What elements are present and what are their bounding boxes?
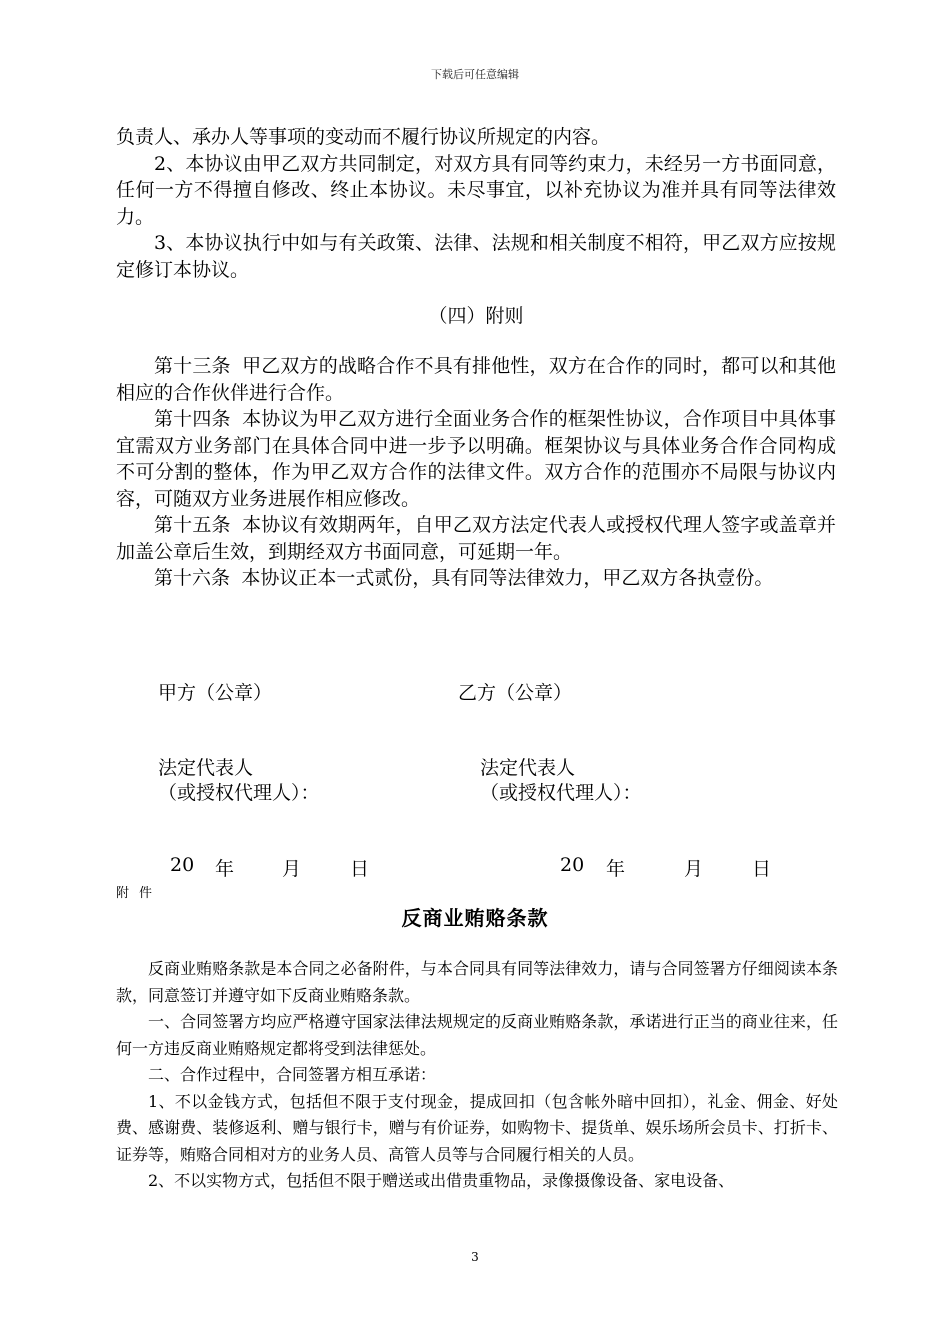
article-14: [116, 406, 836, 512]
page-number: 3: [471, 1250, 479, 1264]
date-a-year-label: 年: [215, 858, 235, 880]
article-label: 第十四条: [154, 408, 231, 430]
article-text: 本协议为甲乙双方进行全面业务合作的框架性协议，合作项目中具体事宜需双方业务部门在具体合同中进一步予以明确。框架协议与具体业务合作合同构成不可分割的整体，作为甲乙双方合作的法律文件。双方合作的范围亦不局限与协议内容，可随双方业务进展作相应修改。: [116, 408, 836, 510]
date-b-year: 20: [560, 854, 585, 876]
annex-paragraph: 二、合作过程中，合同签署方相互承诺：: [148, 1065, 437, 1084]
annex-paragraph: 一、合同签署方均应严格遵守国家法律法规规定的反商业贿赂条款，承诺进行正当的商业往来，任何一方违反商业贿赂规定都将受到法律惩处。: [116, 1012, 838, 1058]
annex-body: [116, 956, 838, 1195]
attachment-label: 附件: [116, 886, 163, 901]
date-a-day-label: 日: [350, 858, 370, 880]
annex-title: 反商业贿赂条款: [401, 906, 549, 930]
article-16: [116, 565, 836, 592]
article-13: [116, 353, 836, 406]
annex-paragraph: 反商业贿赂条款是本合同之必备附件，与本合同具有同等法律效力，请与合同签署方仔细阅读本条款，同意签订并遵守如下反商业贿赂条款。: [116, 959, 838, 1005]
page-header: 下载后可任意编辑: [431, 68, 519, 81]
party-a-representative-sub: （或授权代理人）：: [158, 782, 320, 804]
article-text: 本协议有效期两年，自甲乙双方法定代表人或授权代理人签字或盖章并加盖公章后生效，到期经双方书面同意，可延期一年。: [116, 514, 836, 563]
article-label: 第十三条: [154, 355, 231, 377]
date-a-year: 20: [170, 854, 195, 876]
date-b-month-label: 月: [684, 858, 704, 880]
article-label: 第十五条: [154, 514, 231, 536]
clause-continuation: 负责人、承办人等事项的变动而不履行协议所规定的内容。: [116, 126, 611, 148]
clause-2: 2、本协议由甲乙双方共同制定，对双方具有同等约束力，未经另一方书面同意，任何一方不得擅自修改、终止本协议。未尽事宜，以补充协议为准并具有同等法律效力。: [116, 152, 836, 228]
clause-3: 3、本协议执行中如与有关政策、法律、法规和相关制度不相符，甲乙双方应按规定修订本协议。: [116, 232, 836, 281]
date-b-year-label: 年: [606, 858, 626, 880]
date-b-day-label: 日: [752, 858, 772, 880]
article-15: [116, 512, 836, 565]
party-b-seal: 乙方（公章）: [458, 682, 573, 704]
party-a-seal: 甲方（公章）: [158, 682, 273, 704]
agreement-body: [116, 124, 836, 592]
party-a-representative: 法定代表人: [158, 757, 254, 779]
article-text: 本协议正本一式贰份，具有同等法律效力，甲乙双方各执壹份。: [241, 567, 774, 589]
article-label: 第十六条: [154, 567, 231, 589]
annex-paragraph: 2、不以实物方式，包括但不限于赠送或出借贵重物品，录像摄像设备、家电设备、: [148, 1171, 735, 1190]
date-a-month-label: 月: [282, 858, 302, 880]
party-b-representative-sub: （或授权代理人）：: [480, 782, 642, 804]
article-text: 甲乙双方的战略合作不具有排他性，双方在合作的同时，都可以和其他相应的合作伙伴进行合作。: [116, 355, 836, 404]
section-title: （四）附则: [428, 305, 524, 327]
party-b-representative: 法定代表人: [480, 757, 576, 779]
annex-paragraph: 1、不以金钱方式，包括但不限于支付现金，提成回扣（包含帐外暗中回扣），礼金、佣金、好处费、感谢费、装修返利、赠与银行卡，赠与有价证券，如购物卡、提货单、娱乐场所会员卡、打折卡、证券等，贿赂合同相对方的业务人员、高管人员等与合同履行相关的人员。: [116, 1091, 838, 1164]
